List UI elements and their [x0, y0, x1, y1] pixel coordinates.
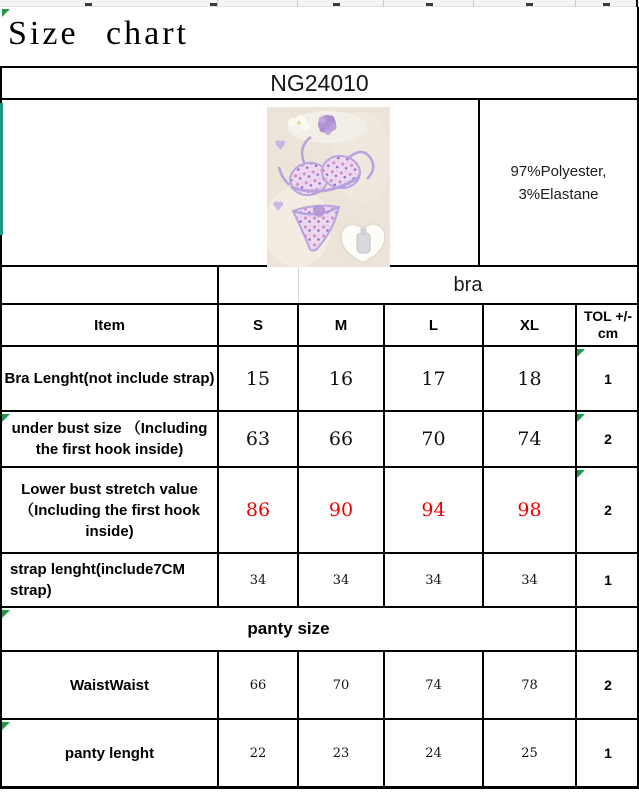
excel-error-triangle-icon: [2, 9, 10, 17]
size-value: 66: [219, 652, 299, 718]
excel-error-triangle-icon: [577, 414, 585, 422]
tolerance-value: 1: [604, 572, 612, 588]
size-value: 17: [385, 347, 484, 410]
strip-text-artifact: [526, 3, 533, 6]
size-value: 34: [484, 554, 577, 606]
size-value: 34: [385, 554, 484, 606]
size-value-red: 90: [299, 468, 385, 552]
material-line: 97%Polyester,: [510, 162, 607, 180]
table-row-waist: [0, 652, 639, 720]
tolerance-value: 2: [604, 502, 612, 518]
size-value: 70: [299, 652, 385, 718]
size-value: 70: [385, 412, 484, 466]
product-photo: [267, 107, 390, 267]
column-header-xl: XL: [484, 305, 577, 345]
spreadsheet-artifact-strip: [0, 0, 639, 7]
row-label: [2, 554, 219, 606]
row-label-line: WaistWaist: [70, 676, 149, 694]
row-label-line: Bra Lenght(not include strap): [4, 370, 215, 387]
row-label-line: panty lenght: [64, 744, 155, 762]
size-value: 34: [299, 554, 385, 606]
size-value: 18: [484, 347, 577, 410]
excel-error-triangle-icon: [2, 414, 10, 422]
row-label: [2, 468, 219, 552]
column-header-l: L: [385, 305, 484, 345]
page-title: Size chart: [8, 15, 189, 52]
strip-gridline: [217, 0, 218, 7]
strip-text-artifact: [603, 3, 610, 6]
strip-gridline: [383, 0, 384, 7]
material-line: 3%Elastane: [518, 185, 599, 203]
table-bottom-border: [0, 786, 639, 789]
row-label-line: under bust size （Including: [11, 420, 208, 437]
size-value: 74: [484, 412, 577, 466]
strip-text-artifact: [85, 3, 92, 6]
size-value-red: 86: [219, 468, 299, 552]
size-value: 63: [219, 412, 299, 466]
strip-gridline: [473, 0, 474, 7]
size-value: 66: [299, 412, 385, 466]
row-label-line: （Including the first hook: [19, 501, 200, 519]
column-header-item: Item: [2, 305, 219, 345]
table-row-strap-length: [0, 554, 639, 608]
size-value: 34: [219, 554, 299, 606]
strip-gridline: [575, 0, 576, 7]
panty-section-label: panty size: [2, 608, 577, 650]
lingerie-set-illustration: [267, 107, 390, 267]
table-row-panty-length: [0, 720, 639, 788]
strip-border-artifact: [636, 0, 638, 7]
tolerance-value: 2: [604, 677, 612, 693]
size-value-red: 98: [484, 468, 577, 552]
excel-error-triangle-icon: [577, 470, 585, 478]
size-value: 74: [385, 652, 484, 718]
tolerance-value: 2: [604, 431, 612, 447]
column-header-s: S: [219, 305, 299, 345]
row-label-line: inside): [85, 522, 134, 540]
empty-cell: [577, 608, 639, 650]
bra-section-label: bra: [453, 273, 483, 296]
size-value: 25: [484, 720, 577, 786]
excel-error-triangle-icon: [2, 722, 10, 730]
row-label-line: strap lenght(include7CM: [10, 561, 186, 578]
size-value: 15: [219, 347, 299, 410]
column-header-tol: [577, 305, 639, 345]
row-label-line: the first hook inside): [35, 441, 184, 458]
strip-text-artifact: [210, 3, 217, 6]
row-label: [2, 652, 219, 718]
row-label-line: Lower bust stretch value: [21, 480, 198, 498]
title-row: [0, 7, 639, 68]
table-row-under-bust: [0, 412, 639, 468]
strip-text-artifact: [426, 3, 433, 6]
strip-text-artifact: [333, 3, 340, 6]
size-value: 78: [484, 652, 577, 718]
row-label: [2, 720, 219, 786]
strip-gridline: [297, 0, 298, 7]
panty-section-row: [0, 608, 639, 652]
tolerance-value: 1: [604, 745, 612, 761]
excel-error-triangle-icon: [577, 349, 585, 357]
empty-cell: [2, 267, 219, 303]
column-header-m: M: [299, 305, 385, 345]
teal-border-artifact: [0, 103, 3, 235]
table-header-row: [0, 305, 639, 347]
tol-header-line: TOL +/-: [583, 308, 633, 324]
table-row-bra-length: [0, 347, 639, 412]
size-value: 22: [219, 720, 299, 786]
material-composition: [480, 100, 637, 265]
row-label: [2, 347, 219, 410]
size-value: 16: [299, 347, 385, 410]
bra-section-row: [0, 267, 639, 305]
tolerance-value: 1: [604, 370, 612, 387]
product-code-row: [0, 68, 639, 100]
size-value: 24: [385, 720, 484, 786]
row-label: [2, 412, 219, 466]
product-code: NG24010: [270, 70, 369, 96]
tol-header-line: cm: [597, 325, 619, 341]
table-row-lower-bust-stretch: [0, 468, 639, 554]
size-value-red: 94: [385, 468, 484, 552]
excel-error-triangle-icon: [2, 610, 10, 618]
size-value: 23: [299, 720, 385, 786]
row-label-line: strap): [10, 582, 52, 599]
